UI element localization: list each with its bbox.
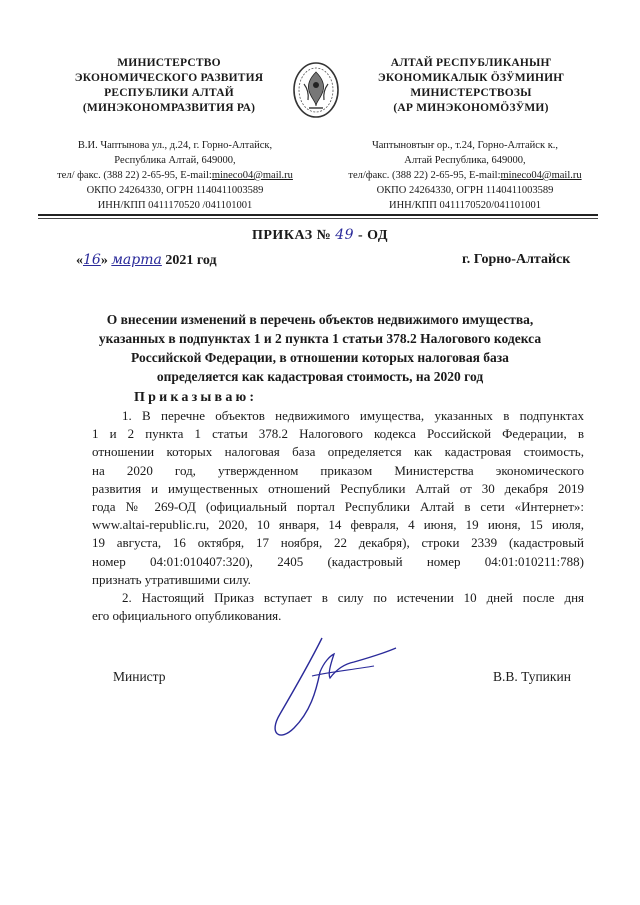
body-line: 19 августа, 16 октября, 17 ноября, 22 декабря), строки 2339 (кадастровый	[92, 535, 584, 551]
order-day: 16	[83, 252, 101, 268]
header-divider	[38, 218, 598, 219]
body-line: номер 04:01:010407:320), 2405 (кадастровый номер 04:01:010211:788)	[92, 553, 584, 569]
order-title: ПРИКАЗ № 49 - ОД	[251, 227, 389, 243]
order-body	[92, 407, 584, 625]
body-line: года № 269-ОД (официальный портал Республики Алтай в сети «Интернет»:	[92, 499, 584, 515]
ministry-name-altai: АЛТАЙ РЕСПУБЛИКАНЫҤ ЭКОНОМИКАЛЫК ӦЗӰМИНИҤ МИНИСТЕРСТВОЗЫ (АР МИНЭКОНОМӦЗӰМИ)	[377, 57, 565, 114]
contacts-altai: Чаптыновтыҥ ор., т.24, Горно-Алтайск к., Алтай Республика, 649000, тел/факс. (388 22) 2-65-95, E-mail:mineco04@mail.ru ОКПО 24264330, ОГРН 1140411003589 ИНН/КПП 0411170520/041101001	[348, 140, 582, 211]
signer-position: Министр	[113, 669, 166, 684]
body-line: его официального опубликования.	[92, 608, 282, 624]
prikazyvayu-heading: Приказываю:	[134, 390, 258, 405]
contacts-russian: В.И. Чаптынова ул., д.24, г. Горно-Алтайск, Республика Алтай, 649000, тел/ факс. (388 22) 2-65-95, E-mail:mineco04@mail.ru ОКПО 24264330, ОГРН 1140411003589 ИНН/КПП 0411170520 /041101001	[57, 140, 293, 211]
order-subject: О внесении изменений в перечень объектов недвижимого имущества, указанных в подпунктах 1 и 2 пункта 1 статьи 378.2 Налогового кодекса Российской Федерации, в отношении которых налоговая база определяется как кадастровая стоимость, на 2020 год	[98, 312, 542, 384]
body-line: www.altai-republic.ru, 2020, 10 января, 14 февраля, 4 июня, 19 июня, 15 июля,	[92, 517, 584, 533]
body-line: развития и имущественных отношений Республики Алтай от 30 декабря 2019	[92, 480, 584, 496]
header-divider	[38, 214, 598, 216]
body-line: 1 и 2 пункта 1 статьи 378.2 Налогового кодекса Российской Федерации, в	[92, 426, 584, 442]
body-line: 1. В перечне объектов недвижимого имущества, указанных в подпунктах	[122, 408, 584, 423]
republic-emblem-icon	[291, 60, 341, 120]
email-link[interactable]: mineco04@mail.ru	[500, 170, 582, 181]
body-line: признать утратившими силу.	[92, 571, 251, 587]
order-number: 49	[335, 227, 355, 243]
signer-name: В.В. Тупикин	[493, 669, 571, 684]
body-line: 2. Настоящий Приказ вступает в силу по истечении 10 дней после дня	[122, 590, 584, 606]
handwritten-signature	[250, 632, 410, 752]
body-line: на 2020 год, утвержденном приказом Министерства экономического	[92, 462, 584, 478]
email-link[interactable]: mineco04@mail.ru	[211, 170, 293, 181]
order-city: г. Горно-Алтайск	[462, 252, 571, 267]
order-month: марта	[111, 252, 162, 268]
body-line: отношении которых налоговая база определяется как кадастровая стоимость,	[92, 444, 584, 460]
order-date: «16» марта 2021 год	[76, 252, 217, 268]
ministry-name-russian: МИНИСТЕРСТВО ЭКОНОМИЧЕСКОГО РАЗВИТИЯ РЕСПУБЛИКИ АЛТАЙ (МИНЭКОНОМРАЗВИТИЯ РА)	[74, 57, 264, 114]
